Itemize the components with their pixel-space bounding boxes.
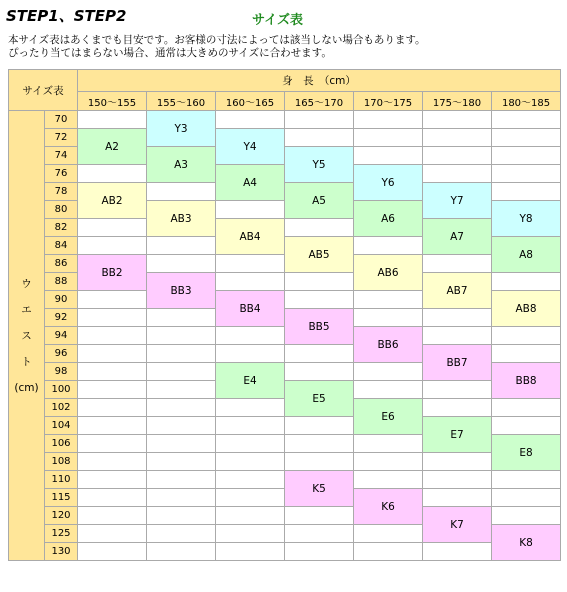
empty-cell (78, 489, 147, 507)
waist-value: 86 (45, 255, 78, 273)
size-cell: AB3 (147, 201, 216, 237)
empty-cell (147, 309, 216, 327)
size-cell: AB8 (492, 291, 561, 327)
empty-cell (147, 507, 216, 525)
waist-value: 96 (45, 345, 78, 363)
size-cell: Y6 (354, 165, 423, 201)
size-cell: A8 (492, 237, 561, 273)
empty-cell (78, 417, 147, 435)
size-cell: Y5 (285, 147, 354, 183)
empty-cell (492, 111, 561, 129)
empty-cell (285, 417, 354, 435)
empty-cell (423, 399, 492, 417)
empty-cell (492, 165, 561, 183)
empty-cell (216, 111, 285, 129)
waist-value: 78 (45, 183, 78, 201)
empty-cell (492, 399, 561, 417)
size-cell: BB2 (78, 255, 147, 291)
waist-label-unit: (cm) (14, 381, 39, 394)
waist-value: 98 (45, 363, 78, 381)
step-heading: STEP1、STEP2 (6, 7, 127, 25)
empty-cell (285, 543, 354, 561)
size-cell: Y8 (492, 201, 561, 237)
empty-cell (423, 471, 492, 489)
size-cell: AB4 (216, 219, 285, 255)
size-cell: A6 (354, 201, 423, 237)
size-cell: A4 (216, 165, 285, 201)
empty-cell (216, 345, 285, 363)
empty-cell (285, 219, 354, 237)
empty-cell (78, 399, 147, 417)
empty-cell (147, 453, 216, 471)
empty-cell (423, 381, 492, 399)
waist-value: 90 (45, 291, 78, 309)
empty-cell (354, 309, 423, 327)
empty-cell (147, 489, 216, 507)
size-cell: Y4 (216, 129, 285, 165)
empty-cell (285, 453, 354, 471)
waist-value: 88 (45, 273, 78, 291)
size-cell: E4 (216, 363, 285, 399)
height-col: 160～165 (216, 92, 285, 111)
size-table (8, 69, 561, 561)
empty-cell (285, 507, 354, 525)
waist-value: 84 (45, 237, 78, 255)
empty-cell (423, 453, 492, 471)
empty-cell (216, 543, 285, 561)
empty-cell (78, 327, 147, 345)
size-cell: A2 (78, 129, 147, 165)
empty-cell (285, 291, 354, 309)
empty-cell (147, 381, 216, 399)
empty-cell (78, 237, 147, 255)
size-cell: K5 (285, 471, 354, 507)
empty-cell (147, 183, 216, 201)
waist-label-char: ト (21, 355, 32, 368)
empty-cell (354, 525, 423, 543)
empty-cell (147, 525, 216, 543)
empty-cell (78, 165, 147, 183)
empty-cell (78, 111, 147, 129)
waist-value: 120 (45, 507, 78, 525)
empty-cell (354, 237, 423, 255)
empty-cell (354, 111, 423, 129)
empty-cell (216, 471, 285, 489)
empty-cell (147, 255, 216, 273)
waist-value: 106 (45, 435, 78, 453)
empty-cell (354, 129, 423, 147)
size-cell: E8 (492, 435, 561, 471)
empty-cell (78, 435, 147, 453)
empty-cell (423, 327, 492, 345)
height-col: 170～175 (354, 92, 423, 111)
empty-cell (285, 435, 354, 453)
empty-cell (492, 129, 561, 147)
empty-cell (78, 219, 147, 237)
empty-cell (492, 507, 561, 525)
empty-cell (354, 543, 423, 561)
size-cell: Y3 (147, 111, 216, 147)
empty-cell (216, 507, 285, 525)
empty-cell (78, 291, 147, 309)
empty-cell (423, 255, 492, 273)
empty-cell (216, 255, 285, 273)
waist-value: 108 (45, 453, 78, 471)
size-cell: BB6 (354, 327, 423, 363)
empty-cell (147, 327, 216, 345)
empty-cell (78, 471, 147, 489)
empty-cell (285, 111, 354, 129)
empty-cell (492, 345, 561, 363)
note-line-2: ぴったり当てはまらない場合、通常は大きめのサイズに合わせます。 (8, 47, 332, 59)
empty-cell (78, 525, 147, 543)
empty-cell (354, 147, 423, 165)
size-cell: Y7 (423, 183, 492, 219)
size-cell: K8 (492, 525, 561, 561)
size-cell: BB7 (423, 345, 492, 381)
empty-cell (78, 345, 147, 363)
empty-cell (216, 399, 285, 417)
empty-cell (423, 543, 492, 561)
note-line-1: 本サイズ表はあくまでも目安です。お客様の寸法によっては該当しない場合もあります。 (8, 34, 426, 46)
empty-cell (216, 489, 285, 507)
empty-cell (216, 417, 285, 435)
size-cell: A5 (285, 183, 354, 219)
empty-cell (492, 273, 561, 291)
waist-label-char: エ (21, 303, 32, 316)
empty-cell (492, 327, 561, 345)
empty-cell (285, 129, 354, 147)
empty-cell (216, 525, 285, 543)
size-cell: AB2 (78, 183, 147, 219)
waist-value: 92 (45, 309, 78, 327)
empty-cell (216, 453, 285, 471)
waist-value: 94 (45, 327, 78, 345)
waist-value: 76 (45, 165, 78, 183)
empty-cell (216, 273, 285, 291)
waist-value: 70 (45, 111, 78, 129)
empty-cell (285, 525, 354, 543)
empty-cell (492, 147, 561, 165)
empty-cell (354, 381, 423, 399)
empty-cell (216, 201, 285, 219)
empty-cell (147, 363, 216, 381)
size-cell: BB4 (216, 291, 285, 327)
empty-cell (285, 345, 354, 363)
empty-cell (147, 399, 216, 417)
empty-cell (492, 471, 561, 489)
height-col: 165～170 (285, 92, 354, 111)
empty-cell (492, 417, 561, 435)
empty-cell (78, 507, 147, 525)
empty-cell (285, 363, 354, 381)
page-title: サイズ表 (252, 13, 303, 28)
empty-cell (147, 435, 216, 453)
size-cell: A7 (423, 219, 492, 255)
waist-value: 125 (45, 525, 78, 543)
waist-value: 100 (45, 381, 78, 399)
height-header: 身 長 （cm） (78, 70, 561, 92)
empty-cell (423, 165, 492, 183)
size-cell: BB8 (492, 363, 561, 399)
height-col: 155～160 (147, 92, 216, 111)
waist-value: 74 (45, 147, 78, 165)
size-cell: AB6 (354, 255, 423, 291)
size-cell: AB5 (285, 237, 354, 273)
waist-value: 110 (45, 471, 78, 489)
empty-cell (78, 363, 147, 381)
empty-cell (147, 417, 216, 435)
waist-value: 72 (45, 129, 78, 147)
empty-cell (354, 435, 423, 453)
size-cell: AB7 (423, 273, 492, 309)
size-cell: K6 (354, 489, 423, 525)
empty-cell (423, 147, 492, 165)
empty-cell (216, 327, 285, 345)
empty-cell (78, 543, 147, 561)
size-cell: BB5 (285, 309, 354, 345)
waist-value: 104 (45, 417, 78, 435)
empty-cell (354, 453, 423, 471)
waist-value: 82 (45, 219, 78, 237)
empty-cell (354, 291, 423, 309)
empty-cell (492, 489, 561, 507)
empty-cell (423, 309, 492, 327)
waist-value: 80 (45, 201, 78, 219)
size-cell: E7 (423, 417, 492, 453)
empty-cell (78, 309, 147, 327)
waist-label-char: ウ (21, 277, 32, 290)
empty-cell (78, 381, 147, 399)
height-col: 180～185 (492, 92, 561, 111)
size-cell: E6 (354, 399, 423, 435)
height-col: 150～155 (78, 92, 147, 111)
size-cell: E5 (285, 381, 354, 417)
empty-cell (147, 237, 216, 255)
size-cell: K7 (423, 507, 492, 543)
size-cell: A3 (147, 147, 216, 183)
size-table-label: サイズ表 (9, 70, 78, 111)
waist-label-char: ス (21, 329, 32, 342)
empty-cell (78, 453, 147, 471)
height-col: 175～180 (423, 92, 492, 111)
empty-cell (492, 183, 561, 201)
waist-label (9, 111, 45, 561)
empty-cell (147, 345, 216, 363)
empty-cell (147, 543, 216, 561)
empty-cell (423, 111, 492, 129)
size-cell: BB3 (147, 273, 216, 309)
empty-cell (423, 129, 492, 147)
empty-cell (216, 435, 285, 453)
waist-value: 115 (45, 489, 78, 507)
empty-cell (354, 363, 423, 381)
waist-value: 130 (45, 543, 78, 561)
empty-cell (423, 489, 492, 507)
waist-value: 102 (45, 399, 78, 417)
empty-cell (354, 471, 423, 489)
empty-cell (147, 471, 216, 489)
empty-cell (285, 273, 354, 291)
